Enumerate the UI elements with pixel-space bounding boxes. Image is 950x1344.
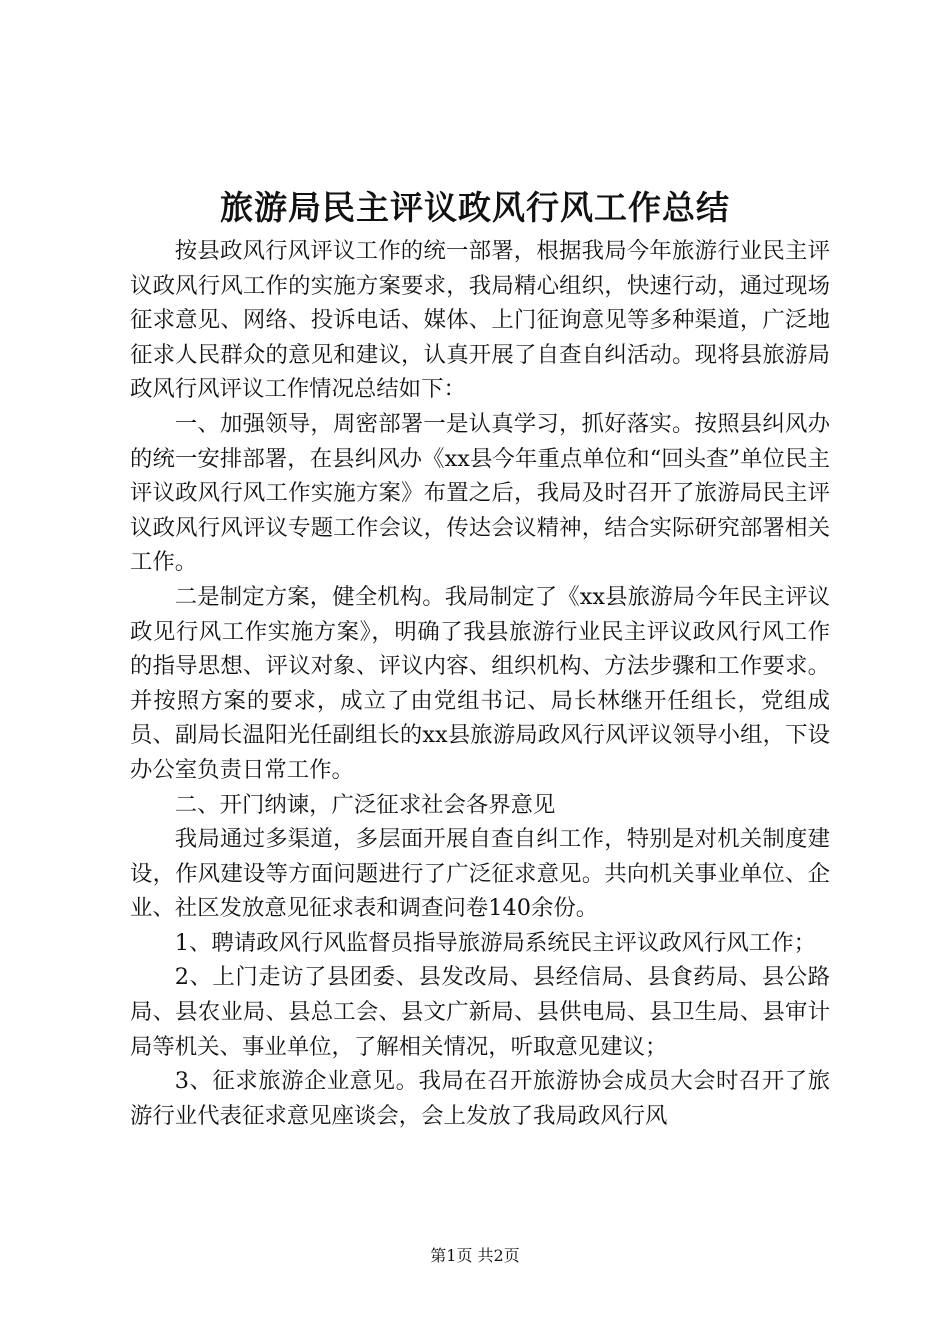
page-footer: 第1页 共2页 — [430, 1246, 520, 1265]
list-item-2: 2、上门走访了县团委、县发改局、县经信局、县食药局、县公路局、县农业局、县总工会、县文广新局、县供电局、县卫生局、县审计局等机关、事业单位，了解相关情况，听取意见建议； — [130, 964, 830, 1060]
document-body — [130, 234, 830, 1133]
section-heading-2: 二、开门纳谏，广泛征求社会各界意见 — [174, 791, 556, 818]
paragraph-section-1: 一、加强领导，周密部署一是认真学习，抓好落实。按照县纠风办的统一安排部署，在县纠风办《xx县今年重点单位和“回头查”单位民主评议政风行风工作实施方案》布置之后，我局及时召开了旅游局民主评议政风行风评议专题工作会议，传达会议精神，结合实际研究部署相关工作。 — [130, 410, 830, 576]
paragraph-plan: 二是制定方案，健全机构。我局制定了《xx县旅游局今年民主评议政见行风工作实施方案》，明确了我县旅游行业民主评议政风行风工作的指导思想、评议对象、评议内容、组织机构、方法步骤和工作要求。并按照方案的要求，成立了由党组书记、局长林继开任组长，党组成员、副局长温阳光任副组长的xx县旅游局政风行风评议领导小组，下设办公室负责日常工作。 — [130, 583, 830, 783]
paragraph-intro: 按县政风行风评议工作的统一部署，根据我局今年旅游行业民主评议政风行风工作的实施方案要求，我局精心组织，快速行动，通过现场征求意见、网络、投诉电话、媒体、上门征询意见等多种渠道，广泛地征求人民群众的意见和建议，认真开展了自查自纠活动。现将县旅游局政风行风评议工作情况总结如下： — [130, 238, 830, 403]
paragraph-channels: 我局通过多渠道，多层面开展自查自纠工作，特别是对机关制度建设，作风建设等方面问题进行了广泛征求意见。共向机关事业单位、企业、社区发放意见征求表和调查问卷140余份。 — [130, 826, 830, 922]
list-item-3: 3、征求旅游企业意见。我局在召开旅游协会成员大会时召开了旅游行业代表征求意见座谈会，会上发放了我局政风行风 — [130, 1068, 830, 1129]
list-item-1: 1、聘请政风行风监督员指导旅游局系统民主评议政风行风工作； — [174, 929, 816, 956]
document-title: 旅游局民主评议政风行风工作总结 — [220, 188, 730, 227]
